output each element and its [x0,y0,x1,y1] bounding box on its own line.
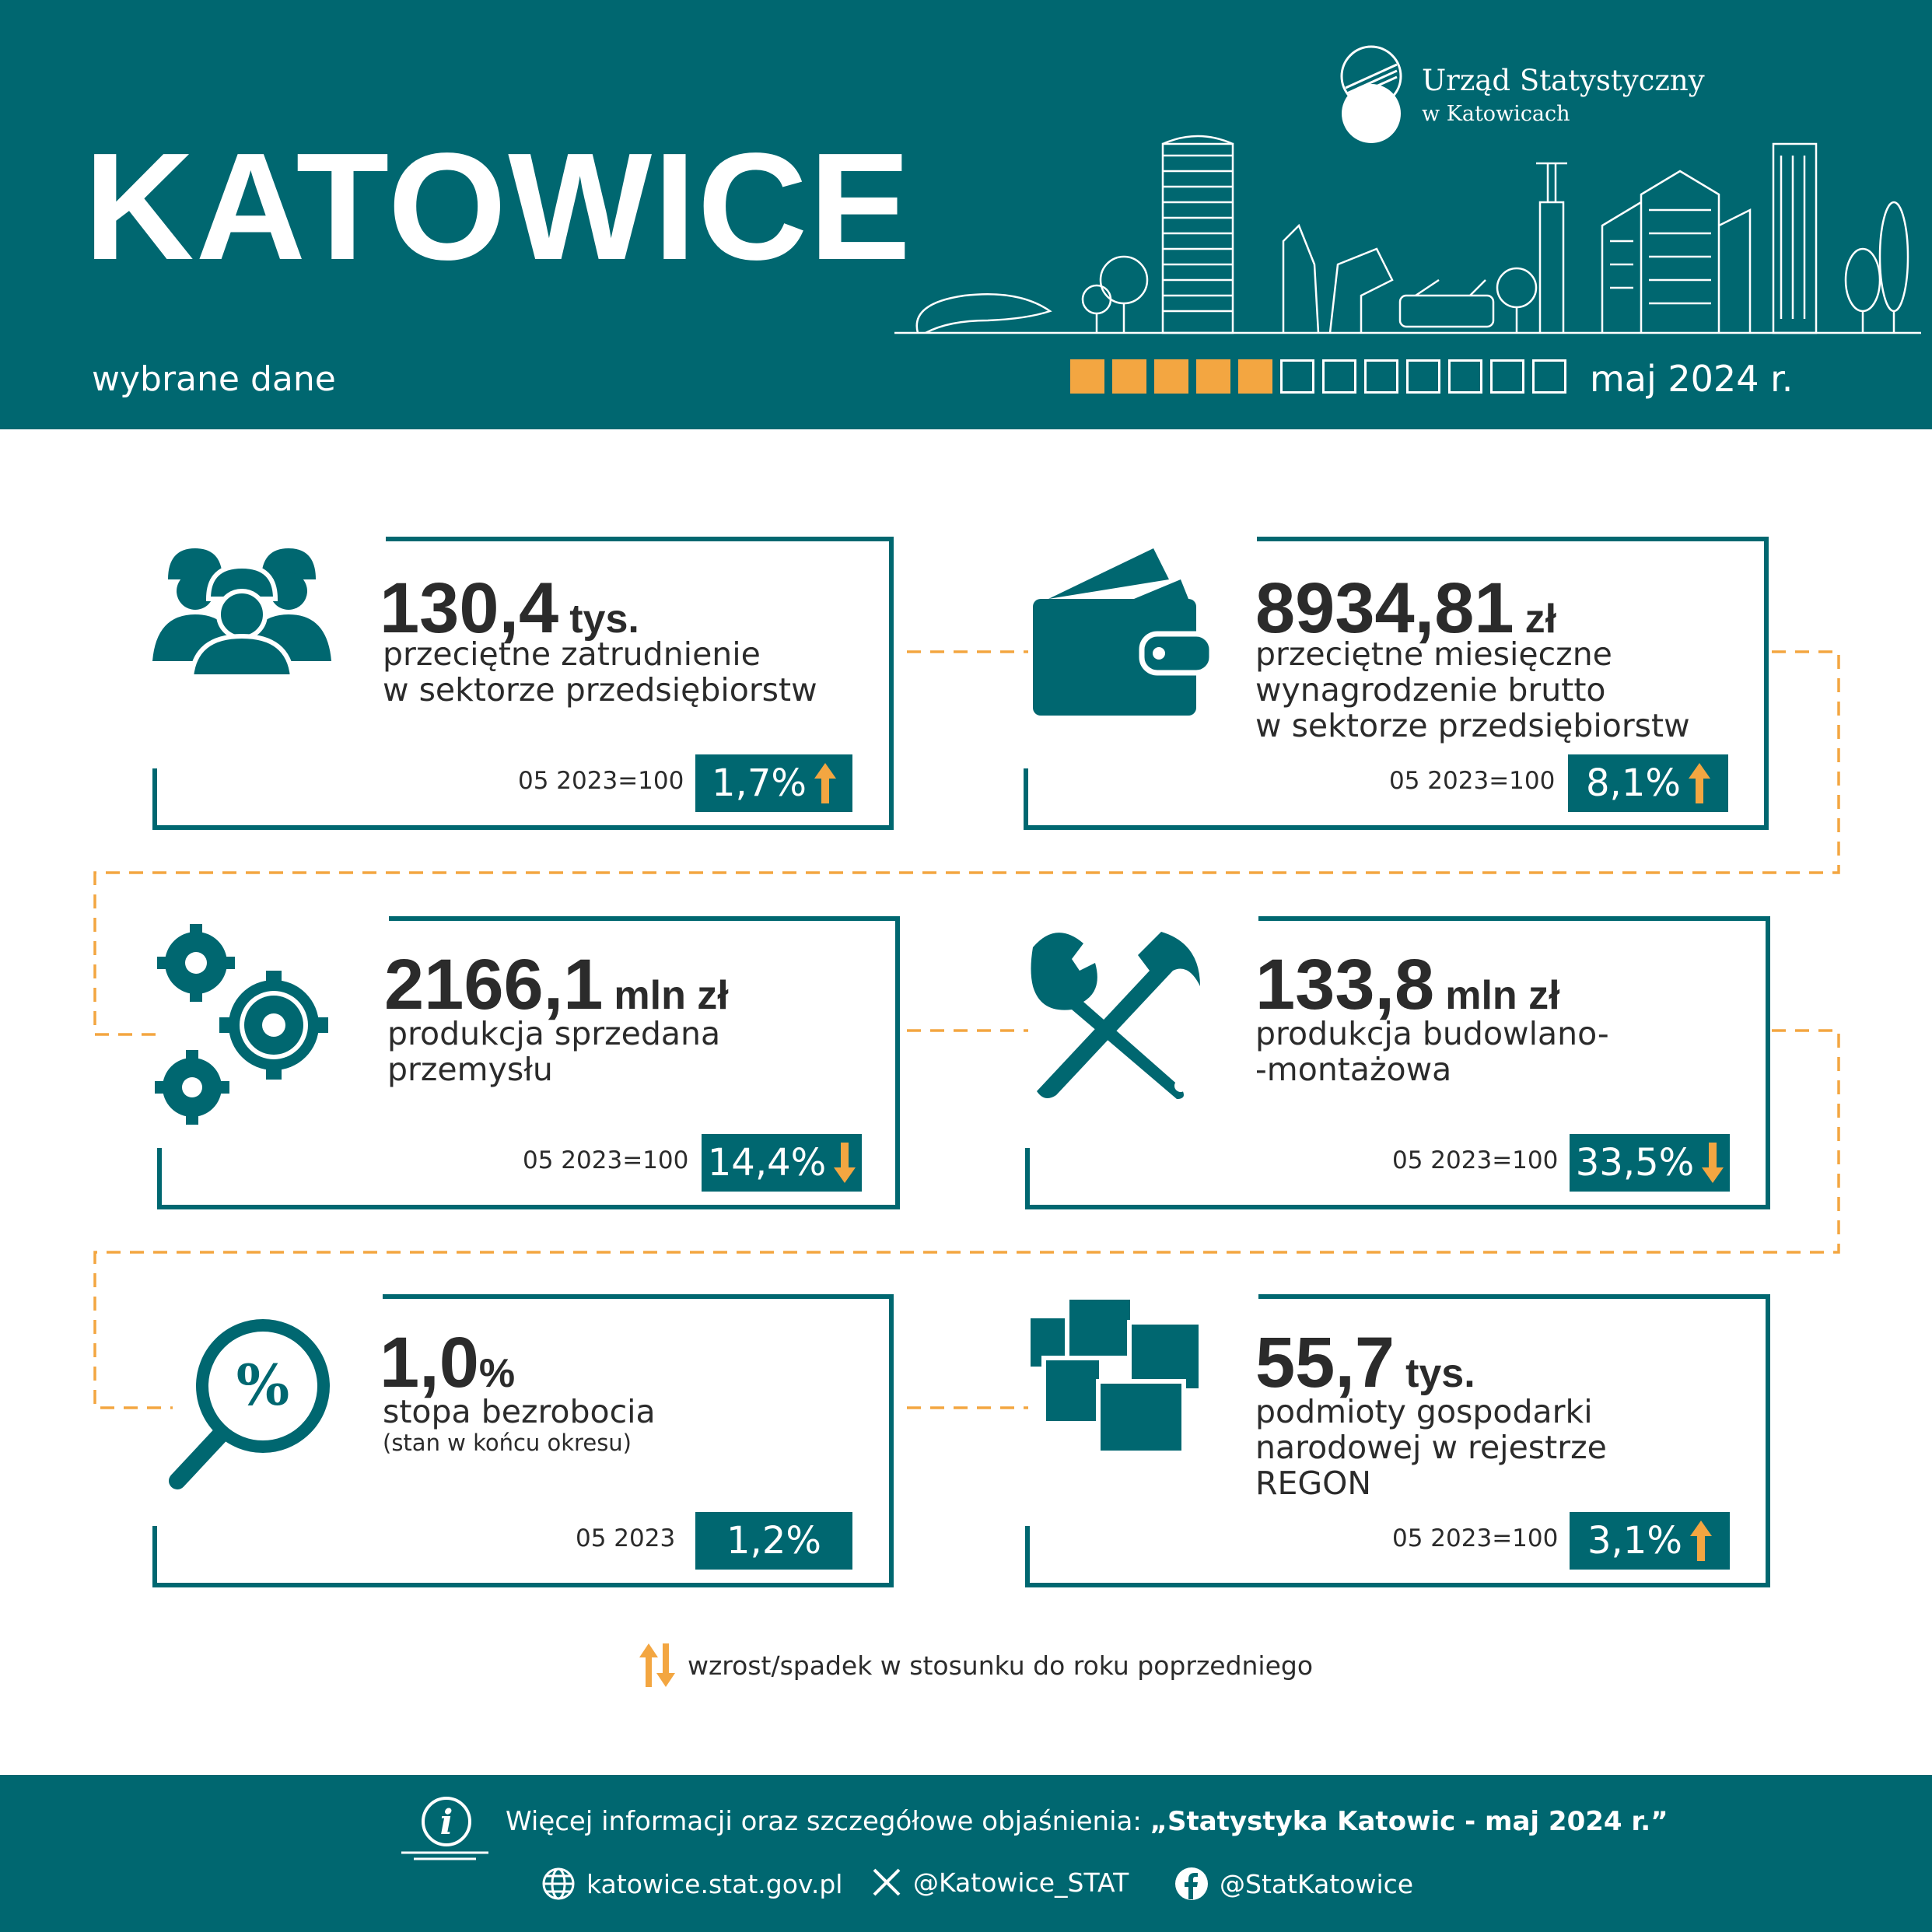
base-period: 05 2023=100 [1392,1524,1559,1552]
card-description [1255,1394,1607,1501]
tools-icon [1025,924,1204,1103]
desc-line: wynagrodzenie brutto [1255,671,1606,709]
card-description [383,1394,656,1456]
card-description [383,636,817,708]
gears-icon [149,924,336,1134]
card-unemployment [152,1294,891,1582]
footer [0,1775,1932,1932]
publication-link[interactable]: „Statystyka Katowic - maj 2024 r.” [1150,1806,1668,1837]
card-unit: mln zł [614,973,729,1018]
desc-line: REGON [1255,1465,1372,1502]
change-badge [1570,1134,1730,1192]
change-badge [1568,754,1728,812]
change-badge [1570,1512,1730,1570]
desc-line: stopa bezrobocia [383,1393,656,1430]
base-period: 05 2023=100 [1389,767,1556,795]
logo-line-2: w Katowicach [1422,102,1570,126]
website-link[interactable] [541,1867,842,1901]
svg-text:%: % [236,1352,290,1418]
logo-line-1: Urząd Statystyczny [1422,64,1705,97]
desc-line: w sektorze przedsiębiorstw [383,671,817,709]
base-period: 05 2023=100 [518,767,684,795]
period-label: maj 2024 r. [1590,358,1794,400]
card-value: 133,8 [1255,945,1435,1024]
card-value: 2166,1 [384,945,604,1024]
change-value: 3,1% [1587,1519,1682,1563]
card-wages [1024,537,1762,824]
subtitle: wybrane dane [92,359,336,399]
arrow-up-icon [1690,1521,1712,1561]
info-icon [398,1792,492,1862]
card-value: 8934,81 [1255,569,1514,648]
card-construction-production [1025,916,1764,1204]
card-industrial-production [157,916,896,1204]
change-value: 8,1% [1586,761,1681,805]
change-value: 1,2% [726,1519,821,1563]
globe-icon [541,1867,576,1901]
card-unit: % [478,1351,516,1396]
card-unit: tys. [569,597,639,642]
legend-text: wzrost/spadek w stosunku do roku poprzedniego [688,1650,1314,1681]
card-employment [152,537,891,824]
wallet-icon [1033,544,1212,716]
card-value: 130,4 [380,569,559,648]
workers-icon [152,537,331,677]
arrow-down-icon [1702,1143,1724,1183]
info-text [506,1806,1668,1837]
base-period: 05 2023 [576,1524,676,1552]
facebook-link[interactable] [1174,1867,1413,1901]
legend [639,1643,1313,1687]
change-value: 14,4% [707,1141,827,1185]
card-unit: zł [1524,597,1557,642]
facebook-text: @StatKatowice [1220,1868,1414,1899]
percent-magnifier-icon [163,1318,334,1496]
desc-line: w sektorze przedsiębiorstw [1255,707,1690,744]
desc-line: przemysłu [387,1051,553,1088]
website-text: katowice.stat.gov.pl [586,1868,843,1899]
card-unit: tys. [1405,1351,1475,1396]
card-value: 1,0 [380,1323,479,1402]
arrow-up-icon [814,763,836,803]
desc-line: podmioty gospodarki [1255,1393,1593,1430]
info-prefix: Więcej informacji oraz szczegółowe objaśnienia: [506,1806,1142,1837]
base-period: 05 2023=100 [523,1146,689,1174]
card-description [1255,1016,1609,1087]
svg-text:i: i [439,1803,453,1843]
change-badge [695,754,852,812]
desc-line: przeciętne zatrudnienie [383,635,761,673]
change-badge [695,1512,852,1570]
x-logo-icon [871,1867,902,1898]
up-down-arrows-icon [639,1643,675,1687]
card-regon-entities [1025,1294,1764,1582]
desc-note: (stan w końcu okresu) [383,1430,632,1456]
base-period: 05 2023=100 [1392,1146,1559,1174]
desc-line: przeciętne miesięczne [1255,635,1612,673]
arrow-down-icon [834,1143,856,1183]
card-description [387,1016,720,1087]
card-unit: mln zł [1445,973,1560,1018]
facebook-icon [1174,1867,1209,1901]
page-title: KATOWICE [84,121,912,292]
desc-line: produkcja budowlano- [1255,1015,1609,1052]
desc-line: narodowej w rejestrze [1255,1429,1607,1466]
change-value: 33,5% [1575,1141,1695,1185]
arrow-up-icon [1689,763,1710,803]
desc-line: produkcja sprzedana [387,1015,721,1052]
change-value: 1,7% [712,761,807,805]
x-handle-text: @Katowice_STAT [913,1867,1129,1898]
change-badge [702,1134,862,1192]
card-description [1255,636,1690,744]
registry-sheets-icon [1028,1297,1207,1453]
desc-line: -montażowa [1255,1051,1452,1088]
x-link[interactable] [871,1867,1129,1898]
card-value: 55,7 [1255,1323,1395,1402]
